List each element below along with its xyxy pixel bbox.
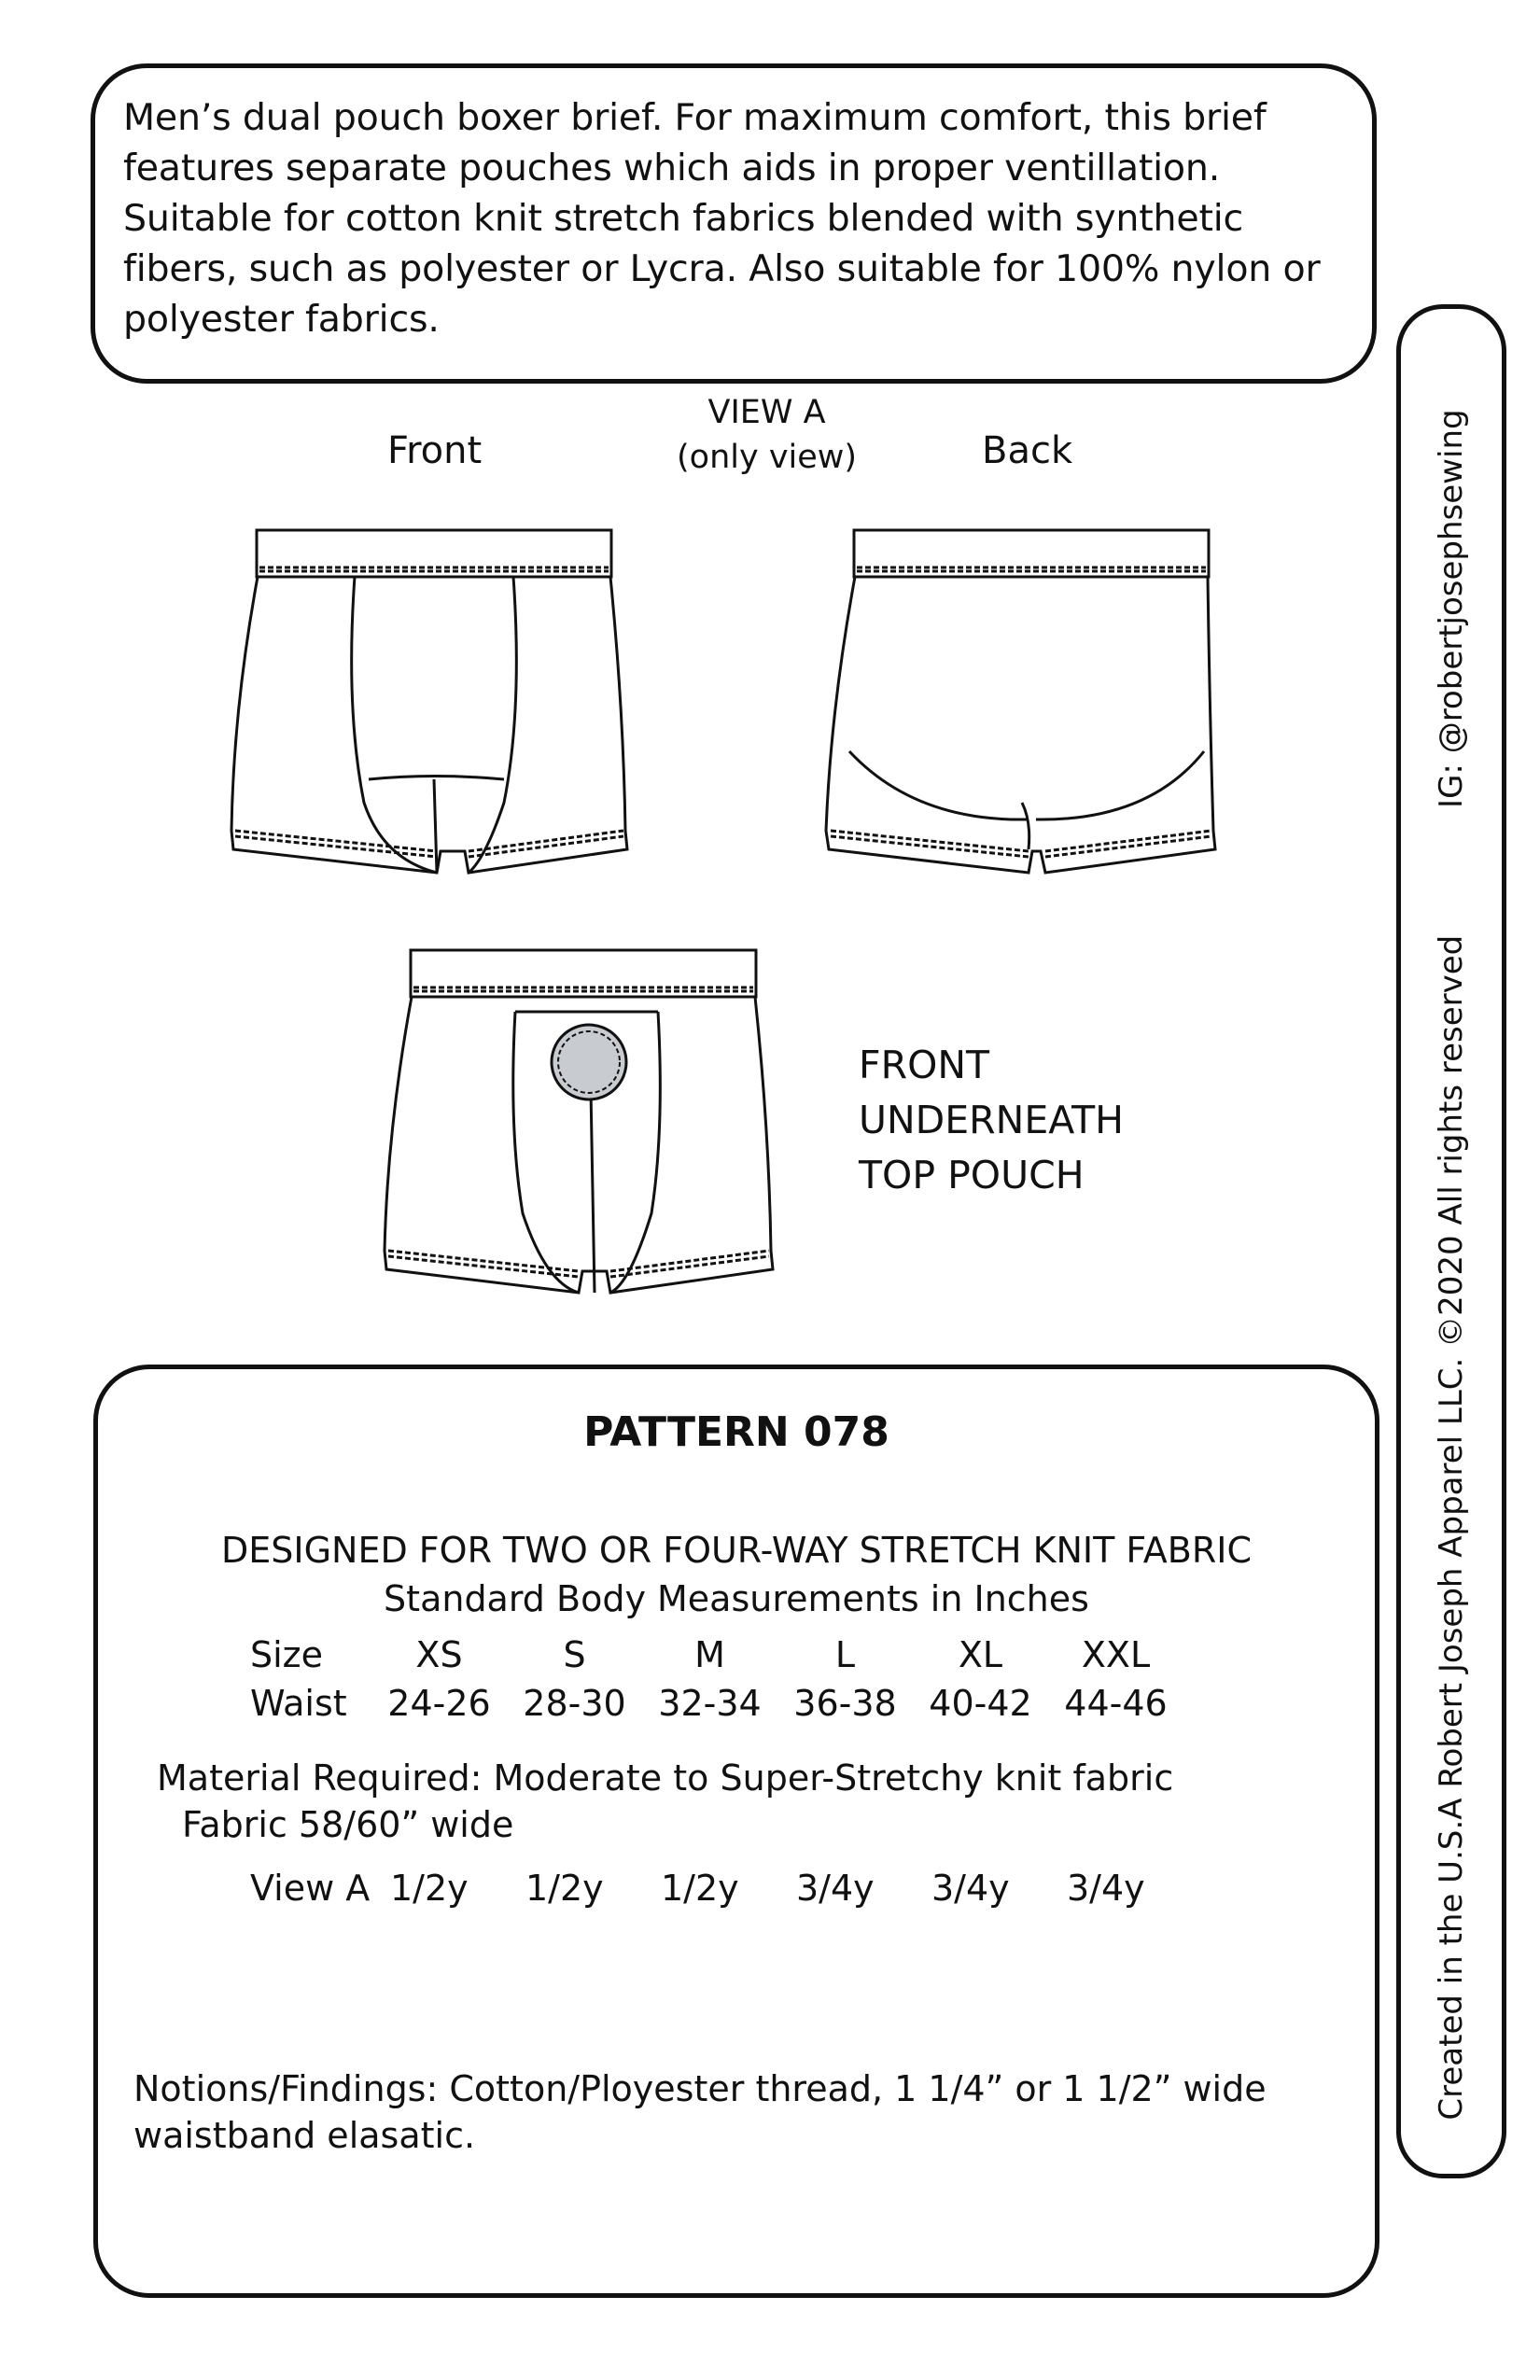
waist-xxl: 44-46: [1064, 1683, 1168, 1724]
copyright-text: Robert Joseph Apparel LLC. ©2020 All rights reserved: [1433, 934, 1470, 1788]
waist-row: [250, 1679, 1183, 1728]
waist-m: 32-34: [658, 1683, 762, 1724]
back-view-drawing: [812, 523, 1223, 887]
size-l: L: [834, 1634, 856, 1675]
front-label: Front: [387, 429, 483, 472]
size-xxl: XXL: [1081, 1634, 1151, 1675]
notions-line2: waistband elasatic.: [133, 2115, 476, 2156]
origin-text: Created in the U.S.A: [1433, 1798, 1470, 2121]
waist-label: Waist: [250, 1683, 347, 1724]
sidebar-text: [1429, 308, 1474, 2175]
yardage-xxl: 3/4y: [1067, 1868, 1145, 1909]
yardage-label: View A: [250, 1868, 371, 1909]
description-text: Men’s dual pouch boxer brief. For maximum comfort, this brief features separate pouches which aids in proper ventillation. Suitable for cotton knit stretch fabrics blended with synthetic fibers, such as polyester or Lycra. Also suitable for 100% nylon or polyester fabrics.: [123, 96, 1321, 341]
measurement-note: Standard Body Measurements in Inches: [384, 1578, 1089, 1619]
description-box: [91, 63, 1377, 384]
underneath-line3: TOP POUCH: [859, 1153, 1085, 1197]
view-label-line1: VIEW A: [707, 394, 826, 431]
size-s: S: [563, 1634, 586, 1675]
waist-xl: 40-42: [929, 1683, 1032, 1724]
pattern-info-box: [93, 1365, 1379, 2298]
material-required: Material Required: Moderate to Super-Stretchy knit fabric: [157, 1757, 1174, 1799]
size-chart: [250, 1631, 1183, 1728]
underneath-line1: FRONT: [859, 1043, 990, 1087]
yardage-s: 1/2y: [525, 1868, 604, 1909]
yardage-row: [250, 1864, 1202, 1912]
waist-l: 36-38: [793, 1683, 897, 1724]
yardage-m: 1/2y: [661, 1868, 739, 1909]
yardage-xs: 1/2y: [390, 1868, 469, 1909]
size-m: M: [694, 1634, 725, 1675]
back-label: Back: [982, 429, 1073, 472]
underneath-line2: UNDERNEATH: [859, 1098, 1124, 1142]
notions-line1: Notions/Findings: Cotton/Ployester thread, 1 1/4” or 1 1/2” wide: [133, 2068, 1267, 2109]
yardage-l: 3/4y: [796, 1868, 875, 1909]
size-xl: XL: [958, 1634, 1003, 1675]
waist-xs: 24-26: [387, 1683, 491, 1724]
instagram-handle: IG: @robertjosephsewing: [1433, 409, 1470, 808]
view-label-line2: (only view): [677, 439, 858, 476]
size-xs: XS: [415, 1634, 463, 1675]
front-view-drawing: [224, 523, 635, 887]
pattern-title: PATTERN 078: [583, 1408, 889, 1456]
underneath-label: [859, 1038, 1124, 1203]
yardage-xl: 3/4y: [931, 1868, 1010, 1909]
yardage-chart: [250, 1864, 1202, 1912]
size-row: [250, 1631, 1183, 1679]
design-note: DESIGNED FOR TWO OR FOUR-WAY STRETCH KNIT FABRIC: [220, 1530, 1253, 1571]
fabric-width: Fabric 58/60” wide: [182, 1804, 514, 1845]
view-label: [677, 390, 857, 480]
waist-s: 28-30: [523, 1683, 626, 1724]
underneath-pouch-drawing: [373, 943, 784, 1307]
size-label: Size: [250, 1634, 324, 1675]
